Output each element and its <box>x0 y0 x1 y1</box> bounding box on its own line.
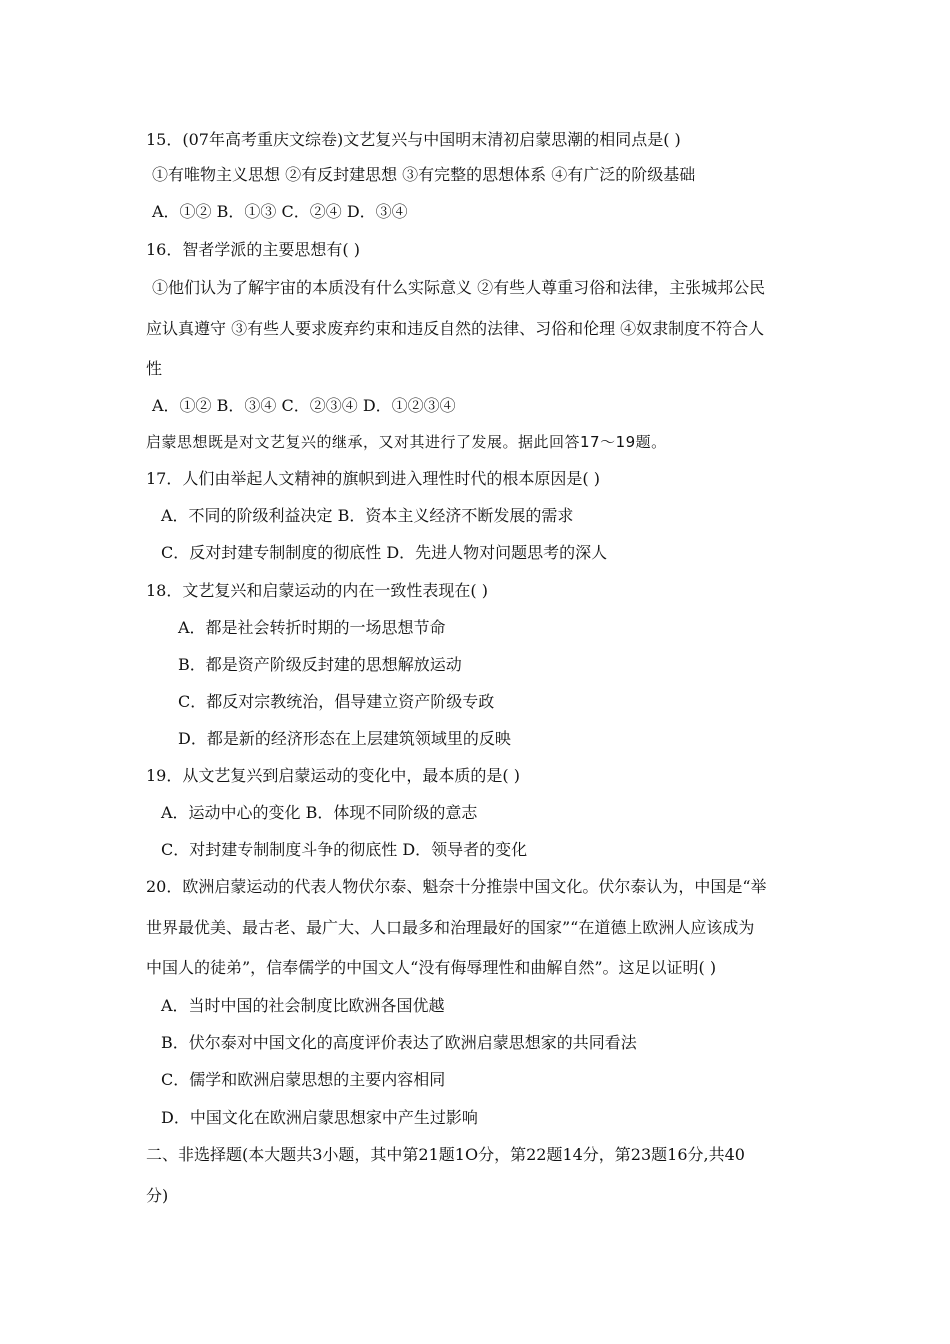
q15-options: A．①② B．①③ C．②④ D．③④ <box>152 202 408 221</box>
q16-items-line2: 应认真遵守 ③有些人要求废弃约束和违反自然的法律、习俗和伦理 ④奴隶制度不符合人 <box>146 319 765 338</box>
q18-stem: 18．文艺复兴和启蒙运动的内在一致性表现在( ) <box>146 581 488 600</box>
q19-options-ab: A．运动中心的变化 B．体现不同阶级的意志 <box>161 803 478 822</box>
q15-items: ①有唯物主义思想 ②有反封建思想 ③有完整的思想体系 ④有广泛的阶级基础 <box>152 165 696 184</box>
section2-heading-line1: 二、非选择题(本大题共3小题，其中第21题1O分，第22题14分，第23题16分,共40 <box>146 1145 745 1164</box>
q20-stem-line1: 20．欧洲启蒙运动的代表人物伏尔泰、魁奈十分推崇中国文化。伏尔泰认为，中国是“举 <box>146 877 767 896</box>
q18-option-a: A．都是社会转折时期的一场思想节命 <box>178 618 446 637</box>
q16-options: A．①② B．③④ C．②③④ D．①②③④ <box>152 396 456 415</box>
q15-stem: 15．(07年高考重庆文综卷)文艺复兴与中国明末清初启蒙思潮的相同点是( ) <box>146 130 681 149</box>
q17-19-intro: 启蒙思想既是对文艺复兴的继承，又对其进行了发展。据此回答17～19题。 <box>146 433 667 451</box>
q20-option-a: A．当时中国的社会制度比欧洲各国优越 <box>161 996 445 1015</box>
q17-options-cd: C．反对封建专制制度的彻底性 D．先进人物对问题思考的深人 <box>161 543 608 562</box>
q16-items-line1: ①他们认为了解宇宙的本质没有什么实际意义 ②有些人尊重习俗和法律，主张城邦公民 <box>152 278 766 297</box>
q19-options-cd: C．对封建专制制度斗争的彻底性 D．领导者的变化 <box>161 840 528 859</box>
q20-option-d: D．中国文化在欧洲启蒙思想家中产生过影响 <box>161 1108 478 1127</box>
q19-stem: 19．从文艺复兴到启蒙运动的变化中，最本质的是( ) <box>146 766 520 785</box>
q18-option-b: B．都是资产阶级反封建的思想解放运动 <box>178 655 462 674</box>
q20-option-c: C．儒学和欧洲启蒙思想的主要内容相同 <box>161 1070 446 1089</box>
q20-stem-line2: 世界最优美、最古老、最广大、人口最多和治理最好的国家”“在道德上欧洲人应该成为 <box>146 918 755 937</box>
q17-stem: 17．人们由举起人文精神的旗帜到进入理性时代的根本原因是( ) <box>146 469 600 488</box>
q16-stem: 16．智者学派的主要思想有( ) <box>146 240 360 259</box>
q18-option-c: C．都反对宗教统治，倡导建立资产阶级专政 <box>178 692 495 711</box>
q20-stem-line3: 中国人的徒弟”，信奉儒学的中国文人“没有侮辱理性和曲解自然”。这足以证明( ) <box>146 958 717 977</box>
q17-options-ab: A．不同的阶级利益决定 B．资本主义经济不断发展的需求 <box>161 506 574 525</box>
section2-heading-line2: 分) <box>146 1186 169 1205</box>
q20-option-b: B．伏尔泰对中国文化的高度评价表达了欧洲启蒙思想家的共同看法 <box>161 1033 637 1052</box>
q16-items-line3: 性 <box>146 359 163 378</box>
q18-option-d: D．都是新的经济形态在上层建筑领域里的反映 <box>178 729 511 748</box>
